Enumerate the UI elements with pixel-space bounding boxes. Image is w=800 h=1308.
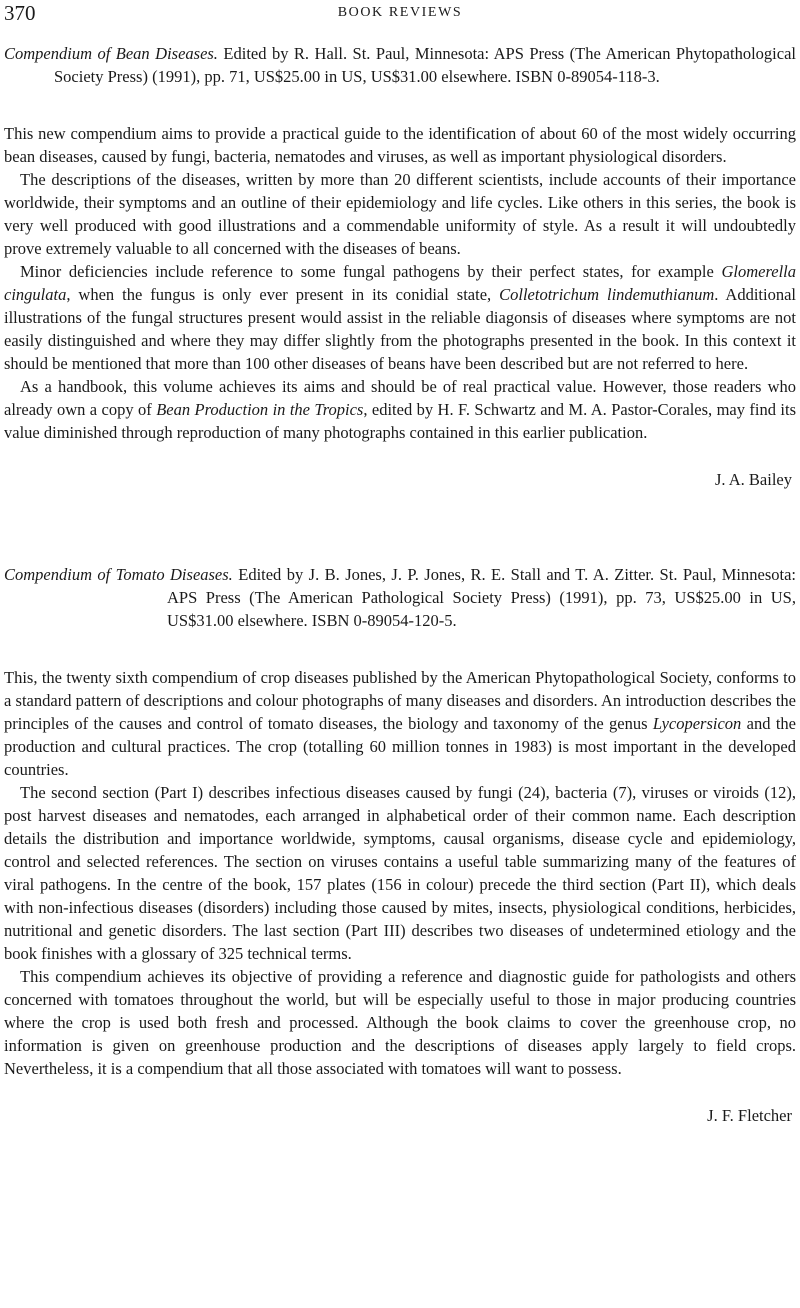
- species-name: Colletotrichum lindemuthianum: [499, 285, 715, 304]
- citation-details: Edited by J. B. Jones, J. P. Jones, R. E. Stall and T. A. Zitter. St. Paul, Minnesota: APS Press (The American Pathological Society Press) (1991), pp. 73, US$25.00 in US, US$31.00 elsewhere. ISBN 0-89054-120-5.: [167, 565, 796, 630]
- running-head: [4, 0, 796, 30]
- citation-details: Edited by R. Hall. St. Paul, Minnesota: APS Press (The American Phytopathological Society Press) (1991), pp. 71, US$25.00 in US, US$31.00 elsewhere. ISBN 0-89054-118-3.: [54, 44, 796, 86]
- running-head-title: BOOK REVIEWS: [337, 5, 463, 20]
- review-body: [4, 122, 796, 444]
- review-citation: [4, 563, 796, 632]
- book-title: Compendium of Bean Diseases.: [4, 44, 218, 63]
- reviewer-signature: J. A. Bailey: [715, 470, 792, 489]
- species-name: Glomerella cingulata: [4, 262, 796, 304]
- journal-page: [4, 0, 796, 1127]
- review-citation: [4, 42, 796, 88]
- paragraph: Minor deficiencies include reference to some fungal pathogens by their perfect states, for example Glomerella cingulata, when the fungus is only ever present in its conidial state, Colletotrichum lindemuthianum. Additional illustrations of the fungal structures present would assist in the reliable diagonsis of diseases where symptoms are not easily distinguished and where they may differ slightly from the photographs presented in the book. In this context it should be mentioned that more than 100 other diseases of beans have been described but are not referred to here.: [4, 262, 797, 373]
- paragraph: The second section (Part I) describes infectious diseases caused by fungi (24), bacteria (7), viruses or viroids (12), post harvest diseases and nematodes, each arranged in alphabetical order of their common name. Each description details the distribution and importance worldwide, symptoms, causal organisms, disease cycle and epidemiology, control and selected references. The section on viruses contains a useful table summarizing many of the features of viral pathogens. In the centre of the book, 157 plates (156 in colour) precede the third section (Part II), which deals with non-infectious diseases (disorders) including those caused by mites, insects, physiological conditions, herbicides, nutritional and genetic disorders. The last section (Part III) describes two diseases of undetermined etiology and the book finishes with a glossary of 325 technical terms.: [4, 783, 796, 963]
- referenced-book-title: Bean Production in the Tropics: [156, 400, 364, 419]
- page-number: 370: [4, 1, 36, 25]
- paragraph: The descriptions of the diseases, written by more than 20 different scientists, include accounts of their importance worldwide, their symptoms and an outline of their epidemiology and life cycles. Like others in this series, the book is very well produced with good illustrations and a commendable uniformity of style. As a result it will undoubtedly prove extremely valuable to all concerned with the diseases of beans.: [4, 170, 796, 258]
- book-title: Compendium of Tomato Diseases.: [4, 565, 233, 584]
- reviewer-signature: J. F. Fletcher: [707, 1106, 792, 1125]
- paragraph: This compendium achieves its objective of providing a reference and diagnostic guide for pathologists and others concerned with tomatoes throughout the world, but will be especially useful to those in major producing countries where the crop is used both fresh and processed. Although the book claims to cover the greenhouse crop, no information is given on greenhouse production and the descriptions of diseases apply largely to field crops. Nevertheless, it is a compendium that all those associated with tomatoes will want to possess.: [4, 967, 796, 1078]
- paragraph: This, the twenty sixth compendium of crop diseases published by the American Phytopathological Society, conforms to a standard pattern of descriptions and colour photographs of many diseases and disorders. An introduction describes the principles of the causes and control of tomato diseases, the biology and taxonomy of the genus Lycopersicon and the production and cultural practices. The crop (totalling 60 million tonnes in 1983) is most important in the developed countries.: [4, 668, 796, 779]
- paragraph: This new compendium aims to provide a practical guide to the identification of about 60 of the most widely occurring bean diseases, caused by fungi, bacteria, nematodes and viruses, as well as important physiological disorders.: [4, 124, 796, 166]
- review-bean-diseases: [4, 42, 796, 491]
- genus-name: Lycopersicon: [652, 714, 742, 733]
- review-body: [4, 666, 796, 1080]
- paragraph: As a handbook, this volume achieves its aims and should be of real practical value. However, those readers who already own a copy of Bean Production in the Tropics, edited by H. F. Schwartz and M. A. Pastor-Corales, may find its value diminished through reproduction of many photographs contained in this earlier publication.: [4, 377, 796, 442]
- review-tomato-diseases: [4, 563, 796, 1127]
